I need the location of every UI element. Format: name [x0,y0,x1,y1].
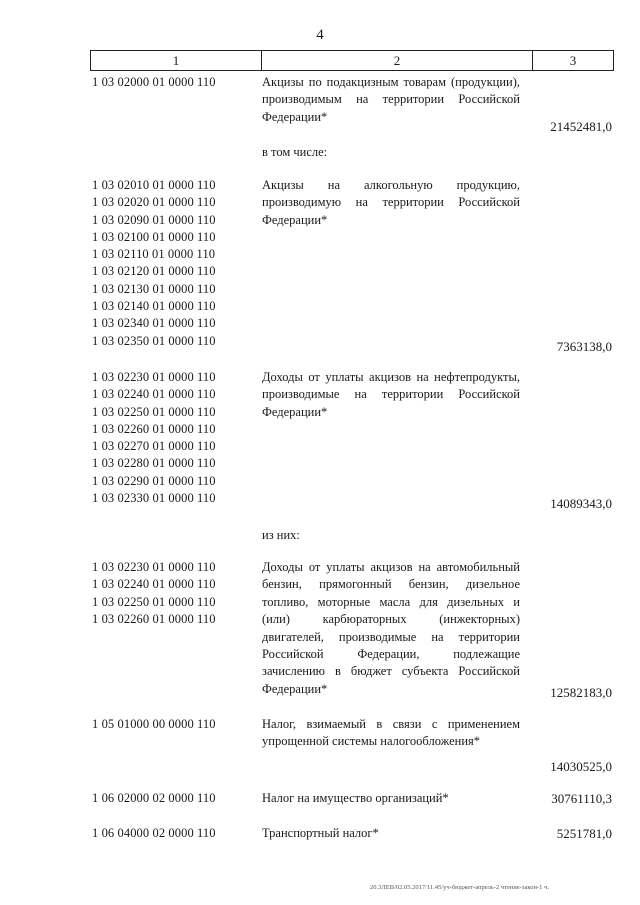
budget-code: 1 03 02130 01 0000 110 [92,281,216,296]
row-codes [92,369,262,507]
row-name: Акцизы по подакцизным товарам (продукции), производимым на территории Российской Федерации* [262,75,520,124]
budget-code: 1 03 02250 01 0000 110 [92,594,216,609]
budget-code: 1 03 02340 01 0000 110 [92,316,216,331]
row-name: Акцизы на алкогольную продукцию, производимую на территории Российской Федерации* [262,178,520,227]
budget-code: 1 03 02260 01 0000 110 [92,611,216,626]
header-col-2: 2 [262,51,533,70]
row-name: Налог, взимаемый в связи с применением упрощенной системы налогообложения* [262,717,520,749]
budget-code: 1 03 02110 01 0000 110 [92,247,216,262]
budget-code: 1 03 02140 01 0000 110 [92,299,216,314]
budget-code: 1 03 02260 01 0000 110 [92,421,216,436]
row-codes [92,74,262,91]
table-header [90,50,614,71]
row-codes [92,177,262,350]
budget-code: 1 03 02100 01 0000 110 [92,229,216,244]
row-amount: 21452481,0 [550,119,612,134]
row-codes [92,716,262,733]
subheading-in-that-number: в том числе: [262,145,328,159]
budget-code: 1 03 02010 01 0000 110 [92,178,216,192]
budget-code: 1 03 02090 01 0000 110 [92,212,216,227]
row-amount: 5251781,0 [556,826,612,841]
row-codes [92,790,262,807]
budget-code: 1 03 02330 01 0000 110 [92,491,216,506]
budget-code: 1 03 02000 01 0000 110 [92,75,216,89]
row-codes [92,825,262,842]
budget-code: 1 03 02120 01 0000 110 [92,264,216,279]
budget-code: 1 03 02280 01 0000 110 [92,456,216,471]
header-col-3: 3 [569,53,577,68]
budget-code: 1 03 02020 01 0000 110 [92,195,216,210]
row-amount: 12582183,0 [550,685,612,700]
budget-code: 1 06 02000 02 0000 110 [92,791,216,805]
budget-code: 1 03 02290 01 0000 110 [92,473,216,488]
row-name: Доходы от уплаты акцизов на автомобильный бензин, прямогонный бензин, дизельное топливо, моторные масла для дизельных и (или) карбюраторных (инжекторных) двигателей, производимые на территории Российской Федерации, подлежащие зачислению в бюджет субъекта Российской Федерации* [262,560,520,696]
budget-code: 1 03 02240 01 0000 110 [92,577,216,592]
budget-code: 1 06 04000 02 0000 110 [92,826,216,840]
row-amount: 7363138,0 [556,339,612,354]
document-footer: 20.3ЛЕВ/02.05.2017/11.45/уч-бюджет-апрель-2 чтение-закон-1 ч. [370,884,549,891]
row-name: Доходы от уплаты акцизов на нефтепродукты, производимые на территории Российской Федерации* [262,370,520,419]
subheading-of-them: из них: [262,528,300,542]
page-number: 4 [316,27,324,43]
budget-code: 1 03 02250 01 0000 110 [92,404,216,419]
row-amount: 14030525,0 [550,759,612,774]
budget-code: 1 03 02230 01 0000 110 [92,560,216,574]
row-name: Налог на имущество организаций* [262,791,449,805]
row-amount: 14089343,0 [550,496,612,511]
budget-code: 1 03 02350 01 0000 110 [92,333,216,348]
row-name: Транспортный налог* [262,826,379,840]
row-codes [92,559,262,628]
row-amount: 30761110,3 [551,791,612,806]
budget-code: 1 03 02240 01 0000 110 [92,387,216,402]
budget-code: 1 03 02270 01 0000 110 [92,439,216,454]
budget-code: 1 05 01000 00 0000 110 [92,717,216,731]
header-col-1: 1 [91,51,262,70]
budget-code: 1 03 02230 01 0000 110 [92,370,216,384]
